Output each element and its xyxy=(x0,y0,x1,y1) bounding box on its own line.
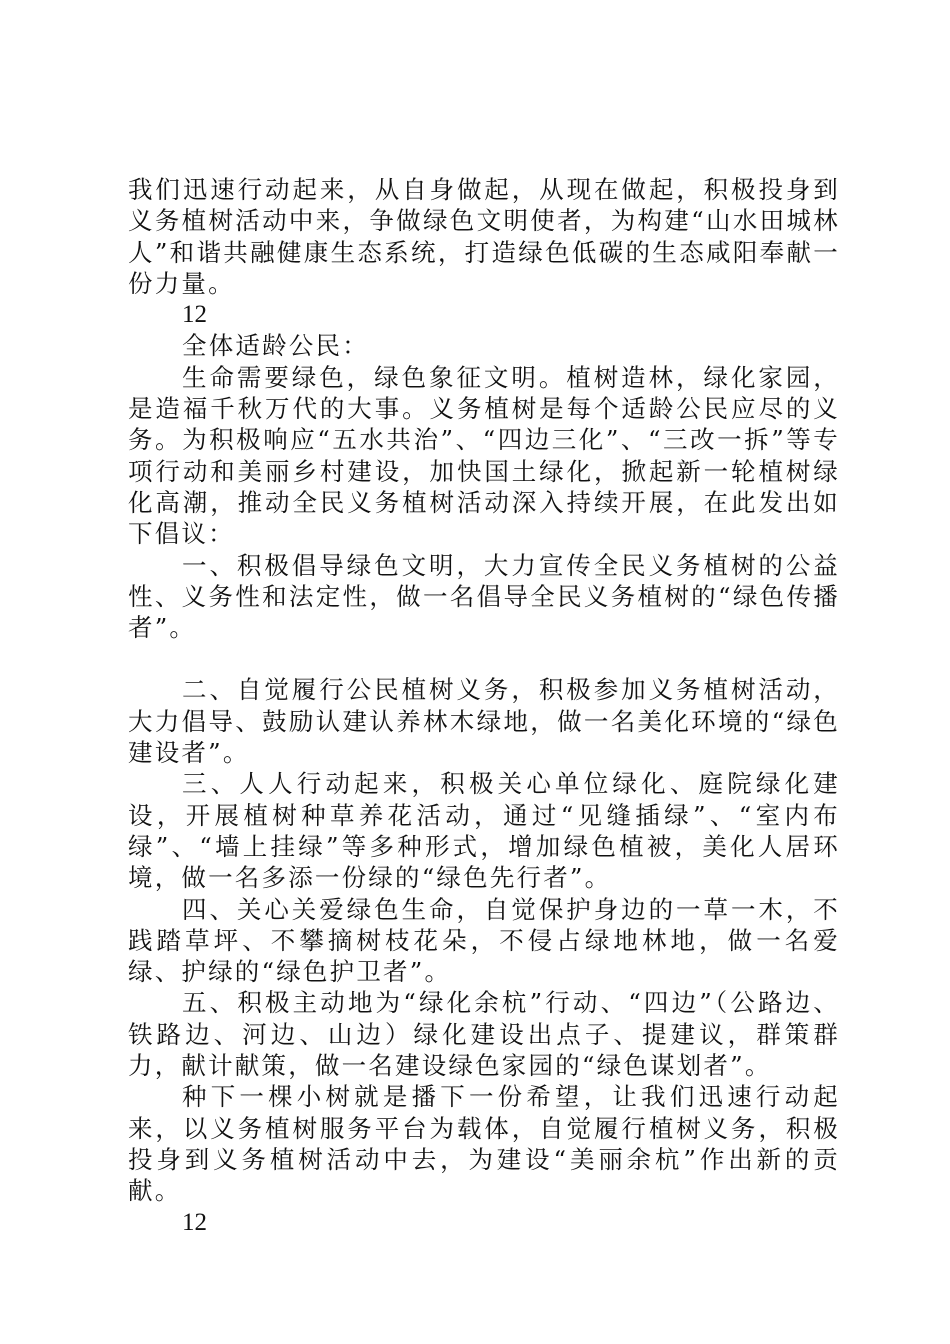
paragraph-item-4: 四、关心关爱绿色生命，自觉保护身边的一草一木，不践踏草坪、不攀摘树枝花朵，不侵占绿地林地，做一名爱绿、护绿的“绿色护卫者”。 xyxy=(128,894,840,987)
page-marker: 12 xyxy=(182,301,207,329)
document-body xyxy=(128,174,840,1238)
paragraph-item-2: 二、自觉履行公民植树义务，积极参加义务植树活动，大力倡导、鼓励认建认养林木绿地，做一名美化环境的“绿色建设者”。 xyxy=(128,675,840,768)
paragraph-item-1: 一、积极倡导绿色文明，大力宣传全民义务植树的公益性、义务性和法定性，做一名倡导全民义务植树的“绿色传播者”。 xyxy=(128,550,840,643)
paragraph-closing: 种下一棵小树就是播下一份希望，让我们迅速行动起来，以义务植树服务平台为载体，自觉履行植树义务，积极投身到义务植树活动中去，为建设“美丽余杭”作出新的贡献。 xyxy=(128,1082,840,1206)
page-marker-end: 12 xyxy=(182,1208,207,1236)
paragraph-intro: 生命需要绿色，绿色象征文明。植树造林，绿化家园，是造福千秋万代的大事。义务植树是每个适龄公民应尽的义务。为积极响应“五水共治”、“四边三化”、“三改一拆”等专项行动和美丽乡村建设，加快国土绿化，掀起新一轮植树绿化高潮，推动全民义务植树活动深入持续开展，在此发出如下倡议： xyxy=(128,362,840,549)
salutation: 全体适龄公民： xyxy=(182,331,369,361)
paragraph-continuation: 我们迅速行动起来，从自身做起，从现在做起，积极投身到义务植树活动中来，争做绿色文明使者，为构建“山水田城林人”和谐共融健康生态系统，打造绿色低碳的生态咸阳奉献一份力量。 xyxy=(128,175,840,298)
paragraph-item-3: 三、人人行动起来，积极关心单位绿化、庭院绿化建设，开展植树种草养花活动，通过“见缝插绿”、“室内布绿”、“墙上挂绿”等多种形式，增加绿色植被，美化人居环境，做一名多添一份绿的“绿色先行者”。 xyxy=(128,769,840,893)
paragraph-item-5: 五、积极主动地为“绿化余杭”行动、“四边”（公路边、铁路边、河边、山边）绿化建设出点子、提建议，群策群力，献计献策，做一名建设绿色家园的“绿色谋划者”。 xyxy=(128,988,840,1081)
